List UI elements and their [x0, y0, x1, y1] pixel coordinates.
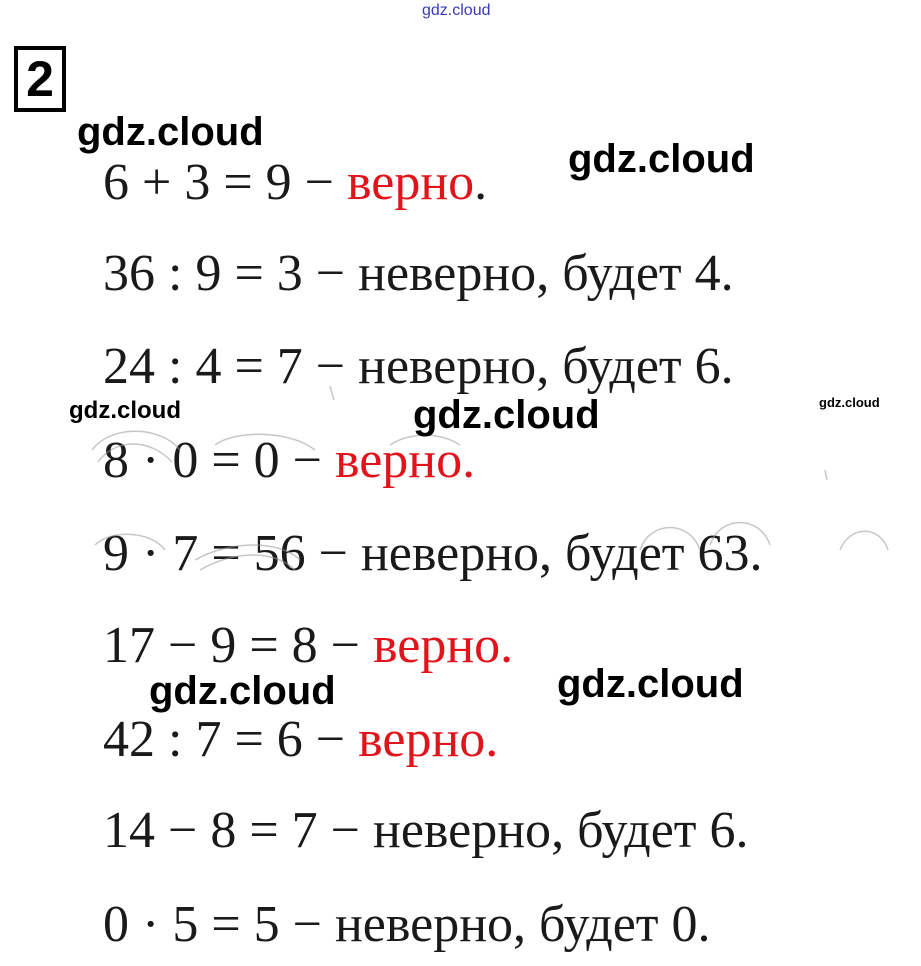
watermark: gdz.cloud — [557, 662, 744, 706]
verdict-wrong: неверно — [334, 896, 514, 953]
verdict-tail: , будет 6. — [551, 802, 749, 859]
verdict-tail: , будет 4. — [536, 245, 734, 302]
verdict-tail: . — [474, 154, 488, 211]
watermark: gdz.cloud — [568, 137, 755, 181]
verdict-wrong: неверно — [358, 338, 537, 395]
watermark: gdz.cloud — [77, 110, 264, 154]
watermark: gdz.cloud — [69, 397, 181, 424]
verdict-wrong: неверно — [360, 525, 540, 582]
verdict-tail: , будет 6. — [536, 338, 734, 395]
verdict-correct: верно. — [358, 711, 499, 768]
equation-line — [103, 710, 498, 770]
equation-line — [103, 801, 749, 861]
equation-line — [103, 616, 513, 676]
equation-expression: 42 : 7 = 6 − — [103, 711, 359, 768]
equation-line — [103, 153, 487, 213]
equation-expression: 6 + 3 = 9 − — [103, 154, 347, 211]
verdict-tail: , будет 63. — [539, 525, 763, 582]
equation-line — [103, 895, 711, 955]
verdict-tail: , будет 0. — [513, 896, 711, 953]
watermark-top: gdz.cloud — [422, 2, 491, 19]
equation-expression: 24 : 4 = 7 − — [103, 338, 359, 395]
equation-expression: 36 : 9 = 3 − — [103, 245, 359, 302]
verdict-wrong: неверно — [372, 802, 552, 859]
equation-line — [103, 524, 763, 584]
equation-expression: 9 · 7 = 56 − — [103, 525, 361, 582]
watermark: gdz.cloud — [819, 395, 880, 410]
watermark: gdz.cloud — [413, 393, 600, 437]
equation-expression: 17 − 9 = 8 − — [103, 617, 373, 674]
watermark: gdz.cloud — [149, 669, 336, 713]
equation-line — [103, 337, 734, 397]
verdict-correct: верно. — [334, 432, 476, 489]
equation-expression: 14 − 8 = 7 − — [103, 802, 373, 859]
equation-expression: 8 · 0 = 0 − — [103, 432, 335, 489]
task-number-box: 2 — [14, 46, 66, 112]
equation-line — [103, 431, 475, 491]
equation-line — [103, 244, 734, 304]
verdict-correct: верно. — [372, 617, 514, 674]
verdict-wrong: неверно — [358, 245, 537, 302]
verdict-correct: верно — [346, 154, 475, 211]
equation-expression: 0 · 5 = 5 − — [103, 896, 335, 953]
